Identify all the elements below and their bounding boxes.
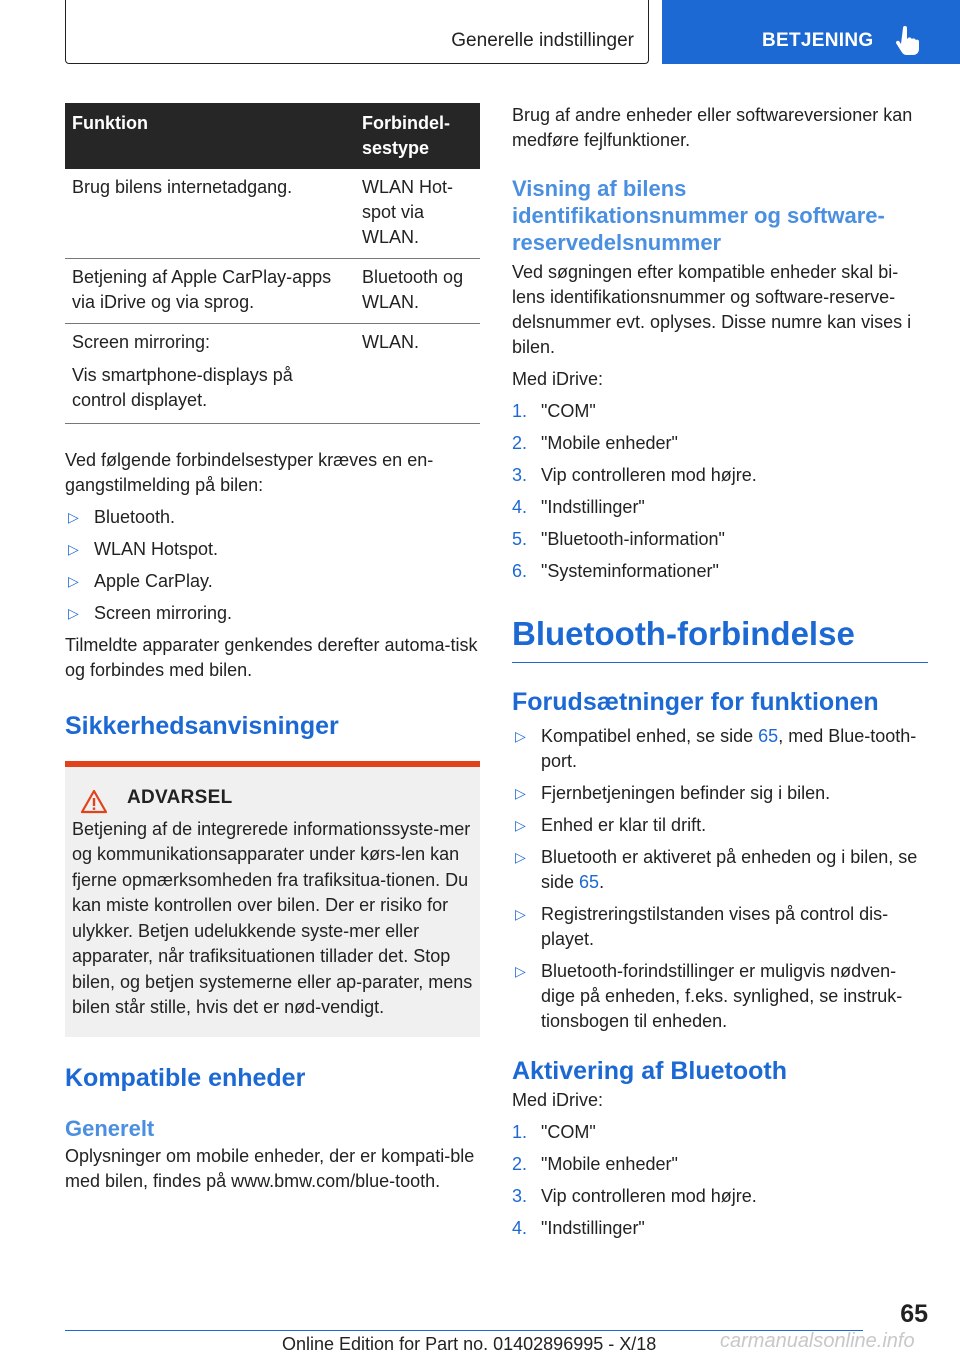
step-item [512, 1120, 928, 1145]
connection-type-list [65, 505, 480, 626]
step-number: 4. [512, 497, 528, 517]
step-text: "Indstillinger" [541, 1218, 645, 1238]
list-item-text: Enhed er klar til drift. [541, 815, 707, 835]
list-item-text: Bluetooth-forindstillinger er muligvis nødven-dige på enheden, f.eks. synlighed, se instruk-tionsbogen til enheden. [541, 961, 903, 1031]
triangle-bullet-icon: ▷ [68, 573, 79, 589]
step-text: "Mobile enheder" [541, 433, 678, 453]
list-item [65, 505, 480, 530]
step-item [512, 431, 928, 456]
watermark: carmanualsonline.info [720, 1330, 915, 1352]
general-text: Oplysninger om mobile enheder, der er kompati-ble med bilen, findes på www.bmw.com/blue-tooth. [65, 1145, 475, 1191]
step-text: Vip controlleren mod højre. [541, 1186, 757, 1206]
list-item [65, 537, 480, 562]
step-number: 6. [512, 561, 528, 581]
general-heading: Generelt [65, 1115, 155, 1141]
list-item-text: Kompatibel enhed, se side [541, 726, 759, 746]
heading-rule [512, 662, 928, 663]
table-header-connection: Forbindel- sestype [355, 103, 480, 169]
table-row [65, 324, 480, 424]
step-item [512, 1152, 928, 1177]
triangle-bullet-icon: ▷ [515, 728, 526, 744]
idrive-label-2: Med iDrive: [512, 1090, 604, 1110]
other-devices-text: Brug af andre enheder eller softwareversioner kan medføre fejlfunktioner. [512, 105, 913, 150]
left-column [65, 103, 480, 1194]
list-item-text: Registreringstilstanden vises på control dis-playet. [541, 904, 889, 949]
step-text: "COM" [541, 1122, 596, 1142]
step-item [512, 1216, 928, 1241]
identification-heading: Visning af bilens identifikationsnummer og software-reservedelsnummer [512, 176, 885, 255]
table-cell-connection: WLAN Hot- spot via WLAN. [355, 169, 480, 259]
auto-connect-text: Tilmeldte apparater genkendes derefter automa-tisk og forbindes med bilen. [65, 635, 478, 680]
step-text: "Systeminformationer" [541, 561, 719, 581]
list-item-text: . [599, 872, 605, 892]
triangle-bullet-icon: ▷ [515, 963, 526, 979]
list-item-text: Screen mirroring. [94, 603, 233, 623]
step-number: 1. [512, 1122, 528, 1142]
hand-pointer-icon [894, 26, 920, 56]
list-item-text: Apple CarPlay. [94, 571, 213, 591]
prerequisites-heading: Forudsætninger for funktionen [512, 688, 879, 716]
list-item [512, 845, 928, 895]
triangle-bullet-icon: ▷ [515, 817, 526, 833]
cell-text: Betjening af Apple CarPlay-apps via iDrive og via sprog. [72, 267, 332, 312]
list-item [512, 902, 928, 952]
section-title: Generelle indstillinger [451, 30, 634, 51]
table-row [65, 259, 480, 324]
bluetooth-connection-heading: Bluetooth-forbindelse [512, 615, 855, 652]
triangle-bullet-icon: ▷ [515, 849, 526, 865]
list-item-text: Fjernbetjeningen befinder sig i bilen. [541, 783, 831, 803]
triangle-bullet-icon: ▷ [515, 785, 526, 801]
steps-list-1 [512, 399, 928, 584]
step-number: 1. [512, 401, 528, 421]
header-section-tab [65, 0, 649, 64]
chapter-title: BETJENING [762, 30, 874, 51]
step-item [512, 495, 928, 520]
step-number: 3. [512, 465, 528, 485]
step-number: 3. [512, 1186, 528, 1206]
step-number: 2. [512, 1154, 528, 1174]
step-item [512, 527, 928, 552]
list-item-text: Bluetooth er aktiveret på enheden og i bilen, se side [541, 847, 918, 892]
step-number: 2. [512, 433, 528, 453]
warning-title: ADVARSEL [127, 787, 233, 808]
step-text: "COM" [541, 401, 596, 421]
table-cell-function [65, 259, 355, 324]
safety-heading: Sikkerhedsanvisninger [65, 712, 339, 740]
list-item [512, 781, 928, 806]
step-item [512, 399, 928, 424]
list-item [65, 601, 480, 626]
page-link[interactable]: 65 [579, 872, 600, 892]
step-item [512, 1184, 928, 1209]
table-cell-function [65, 324, 355, 424]
cell-text: Screen mirroring: [72, 332, 211, 352]
triangle-bullet-icon: ▷ [68, 541, 79, 557]
step-text: "Indstillinger" [541, 497, 645, 517]
right-column [512, 103, 928, 1241]
connection-table [65, 103, 480, 424]
warning-triangle-icon [80, 789, 108, 814]
step-item [512, 559, 928, 584]
warning-text: Betjening af de integrerede informationssyste-mer og kommunikationsapparater under kørs-len kan fjerne opmærksomheden fra trafiksitua-tionen. Du kan miste kontrollen over bilen. Der er risiko for ulykker. Betjen udelukkende syste-mer eller apparater, når trafiksituationen tillader det. Stop bilen, og betjen systemerne eller ap-parater, mens bilen står stille, hvis det er nød-vendigt. [72, 818, 473, 1017]
cell-text: Brug bilens internetadgang. [72, 177, 293, 197]
steps-list-2 [512, 1120, 928, 1241]
warning-box [65, 761, 480, 1037]
list-item-text: WLAN Hotspot. [94, 539, 219, 559]
idrive-label: Med iDrive: [512, 369, 604, 389]
list-item-text: , med Blue-tooth-port. [541, 726, 917, 771]
list-item [512, 724, 928, 774]
step-number: 5. [512, 529, 528, 549]
list-item [512, 813, 928, 838]
list-item [65, 569, 480, 594]
triangle-bullet-icon: ▷ [515, 906, 526, 922]
step-number: 4. [512, 1218, 528, 1238]
identification-text: Ved søgningen efter kompatible enheder skal bi-lens identifikationsnummer og software-reserve-delsnummer evt. oplyses. Disse numre kan vises i bilen. [512, 262, 912, 357]
list-item-text: Bluetooth. [94, 507, 176, 527]
table-header-function: Funktion [65, 103, 355, 169]
table-header-row [65, 103, 480, 169]
compatible-devices-heading: Kompatible enheder [65, 1063, 306, 1092]
triangle-bullet-icon: ▷ [68, 605, 79, 621]
table-cell-connection: WLAN. [355, 324, 480, 424]
prerequisites-list [512, 724, 928, 1034]
step-text: Vip controlleren mod højre. [541, 465, 757, 485]
table-row [65, 169, 480, 259]
list-item [512, 959, 928, 1034]
registration-intro: Ved følgende forbindelsestyper kræves en en-gangstilmelding på bilen: [65, 450, 434, 495]
step-text: "Bluetooth-information" [541, 529, 725, 549]
page-number: 65 [900, 1300, 928, 1328]
table-cell-connection: Bluetooth og WLAN. [355, 259, 480, 324]
cell-text: Vis smartphone-displays på control displayet. [72, 365, 293, 410]
table-cell-function [65, 169, 355, 259]
activate-bluetooth-heading: Aktivering af Bluetooth [512, 1057, 788, 1085]
step-item [512, 463, 928, 488]
header-chapter-tab [662, 0, 960, 64]
page-link[interactable]: 65 [758, 726, 779, 746]
edition-text: Online Edition for Part no. 01402896995 - X/18 [282, 1334, 657, 1354]
triangle-bullet-icon: ▷ [68, 509, 79, 525]
step-text: "Mobile enheder" [541, 1154, 678, 1174]
